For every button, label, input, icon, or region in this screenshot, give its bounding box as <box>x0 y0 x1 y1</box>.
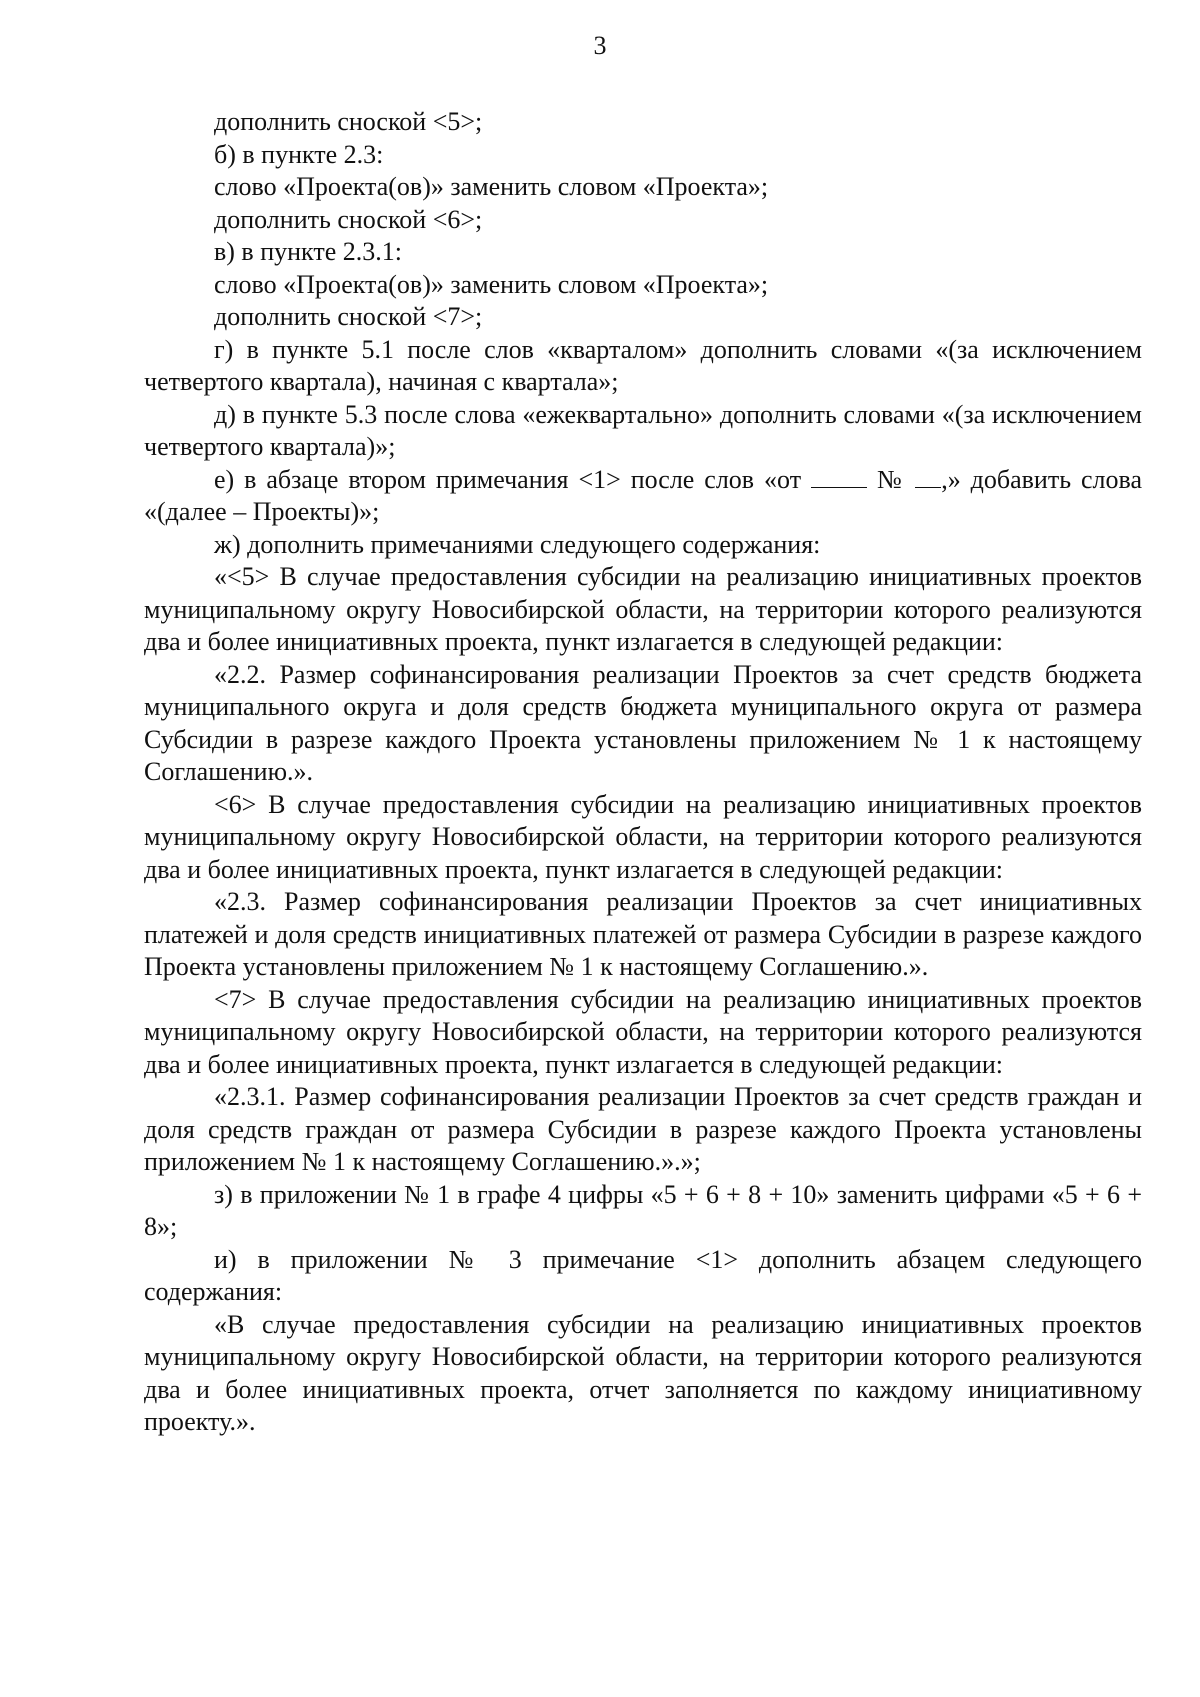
paragraph-item-b: б) в пункте 2.3: <box>214 139 384 169</box>
paragraph-clause-2-3-1: «2.3.1. Размер софинансирования реализации Проектов за счет средств граждан и доля средств граждан от размера Субсидии в разрезе каждого Проекта установлены приложением № 1 к настоящему Соглашению.».»; <box>144 1082 1142 1176</box>
paragraph-item-v: в) в пункте 2.3.1: <box>214 237 402 266</box>
paragraph-clause-2-2: «2.2. Размер софинансирования реализации Проектов за счет средств бюджета муниципального округа и доля средств бюджета муниципального округа от размера Субсидии в разрезе каждого Проекта установлены приложением № 1 к настоящему Соглашению.». <box>144 659 1142 786</box>
paragraph-item-zh: ж) дополнить примечаниями следующего содержания: <box>214 529 821 559</box>
paragraph-item-v-replace: слово «Проекта(ов)» заменить словом «Проекта»; <box>214 269 769 299</box>
paragraph-note-6: <6> В случае предоставления субсидии на реализацию инициативных проектов муниципальному округу Новосибирской области, на территории которого реализуются два и более инициативных проекта, пункт излагается в следующей редакции: <box>144 789 1142 884</box>
paragraph-footnote-7-add: дополнить сноской <7>; <box>214 302 483 331</box>
item-e-before: е) в абзаце втором примечания <1> после слов «от <box>214 464 812 494</box>
paragraph-item-g: г) в пункте 5.1 после слов «кварталом» дополнить словами «(за исключением четвертого квартала), начиная с квартала»; <box>144 334 1142 396</box>
date-blank-line <box>811 467 867 488</box>
item-e-after: ,» добавить слова «(далее – Проекты)»; <box>144 464 1142 526</box>
paragraph-appendix-3-text: «В случае предоставления субсидии на реализацию инициативных проектов муниципальному округу Новосибирской области, на территории которого реализуются два и более инициативных проекта, отчет заполняется по каждому инициативному проекту.». <box>144 1309 1142 1436</box>
paragraph-item-b-replace: слово «Проекта(ов)» заменить словом «Проекта»; <box>214 172 769 201</box>
paragraph-clause-2-3: «2.3. Размер софинансирования реализации Проектов за счет инициативных платежей и доля средств инициативных платежей от размера Субсидии в разрезе каждого Проекта установлены приложением № 1 к настоящему Соглашению.». <box>144 887 1142 981</box>
paragraph-item-z: з) в приложении № 1 в графе 4 цифры «5 + 6 + 8 + 10» заменить цифрами «5 + 6 + 8»; <box>144 1179 1142 1241</box>
page-number: 3 <box>593 31 607 60</box>
paragraph-item-i: и) в приложении № 3 примечание <1> дополнить абзацем следующего содержания: <box>144 1244 1142 1306</box>
item-e-number-sign: № <box>867 464 916 494</box>
document-body <box>144 106 1142 1439</box>
paragraph-note-7: <7> В случае предоставления субсидии на реализацию инициативных проектов муниципальному округу Новосибирской области, на территории которого реализуются два и более инициативных проекта, пункт излагается в следующей редакции: <box>144 984 1142 1079</box>
paragraph-note-5: «<5> В случае предоставления субсидии на реализацию инициативных проектов муниципальному округу Новосибирской области, на территории которого реализуются два и более инициативных проекта, пункт излагается в следующей редакции: <box>144 562 1142 656</box>
paragraph-item-e <box>144 464 1142 529</box>
number-blank-line <box>915 467 941 488</box>
paragraph-item-d: д) в пункте 5.3 после слова «ежеквартально» дополнить словами «(за исключением четвертого квартала)»; <box>144 399 1142 461</box>
paragraph-footnote-5-add: дополнить сноской <5>; <box>214 107 483 136</box>
paragraph-footnote-6-add: дополнить сноской <6>; <box>214 204 483 234</box>
